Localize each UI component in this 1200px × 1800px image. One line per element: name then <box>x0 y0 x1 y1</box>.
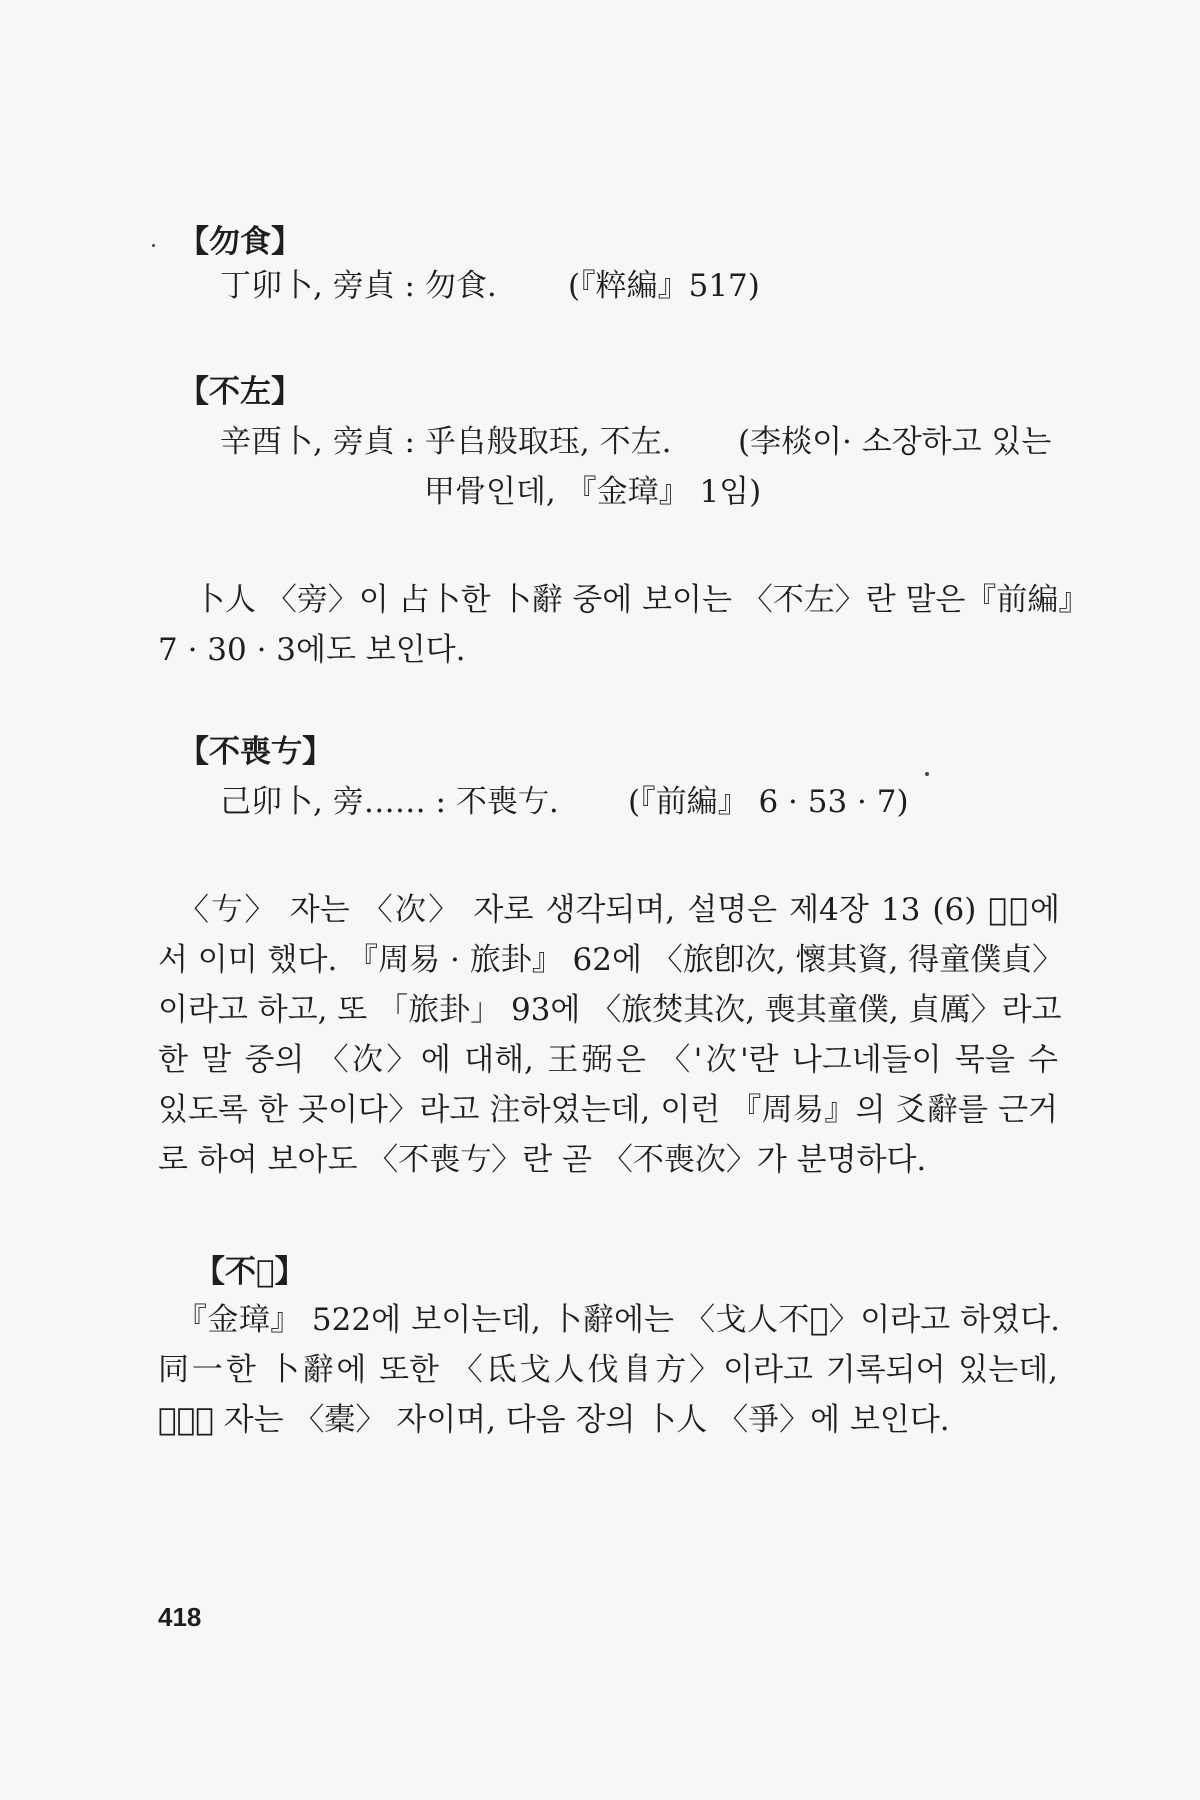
page-number: 418 <box>158 1602 202 1632</box>
entry-heading: 【不喪𠀁】 <box>178 734 333 770</box>
paragraph-line: 한 말 중의 〈次〉에 대해, 王弼은 〈'次'란 나그네들이 묵을 수 <box>158 1042 1058 1078</box>
paragraph-line: 〈𠀄〉 자는 〈橐〉 자이며, 다음 장의 卜人 〈爭〉에 보인다. <box>158 1402 950 1438</box>
inscription-text: 辛酉卜, 旁貞 : 乎𠂤般取珏, 不左. <box>220 424 672 460</box>
inscription-source: (『前編』 6 · 53 · 7) <box>628 784 909 820</box>
paragraph-line: 『金璋』 522에 보이는데, 卜辭에는 〈戈人不𠀄〉이라고 하였다. <box>176 1302 1060 1338</box>
paragraph-line: 있도록 한 곳이다〉라고 注하였는데, 이런 『周易』의 爻辭를 근거 <box>158 1092 1058 1128</box>
paragraph-line: 同一한 卜辭에 또한 〈氐戈人伐𨸏方〉이라고 기록되어 있는데, <box>158 1352 1058 1388</box>
paragraph-line: 卜人 〈旁〉이 占卜한 卜辭 중에 보이는 〈不左〉란 말은『前編』 <box>194 582 1090 618</box>
entry-heading: 【不左】 <box>178 374 302 410</box>
inscription-text: 丁卯卜, 旁貞 : 勿食. <box>220 268 497 304</box>
paragraph-line: 서 이미 했다. 『周易 · 旅卦』 62에 〈旅卽次, 懷其資, 得童僕貞〉 <box>158 942 1064 978</box>
entry-heading: 【勿食】 <box>178 224 302 260</box>
scan-speck <box>925 772 929 776</box>
paragraph-line: 로 하여 보아도 〈不喪𠀁〉란 곧 〈不喪次〉가 분명하다. <box>158 1142 927 1178</box>
scan-speck <box>152 244 155 247</box>
paragraph-line: 〈𠀁〉 자는 〈次〉 자로 생각되며, 설명은 제4장 13 (6) 𠃒方에 <box>178 892 1060 928</box>
inscription-source: (『粹編』517) <box>568 268 760 304</box>
inscription-source: (李棪이· 소장하고 있는 <box>738 424 1052 460</box>
entry-heading: 【不𠀄】 <box>194 1254 306 1290</box>
paragraph-line: 7 · 30 · 3에도 보인다. <box>158 632 466 668</box>
inscription-source: 甲骨인데, 『金璋』 1임) <box>424 474 762 510</box>
paragraph-line: 이라고 하고, 또 「旅卦」 93에 〈旅焚其次, 喪其童僕, 貞厲〉라고 <box>158 992 1062 1028</box>
inscription-text: 己卯卜, 旁…… : 不喪𠀁. <box>220 784 559 820</box>
